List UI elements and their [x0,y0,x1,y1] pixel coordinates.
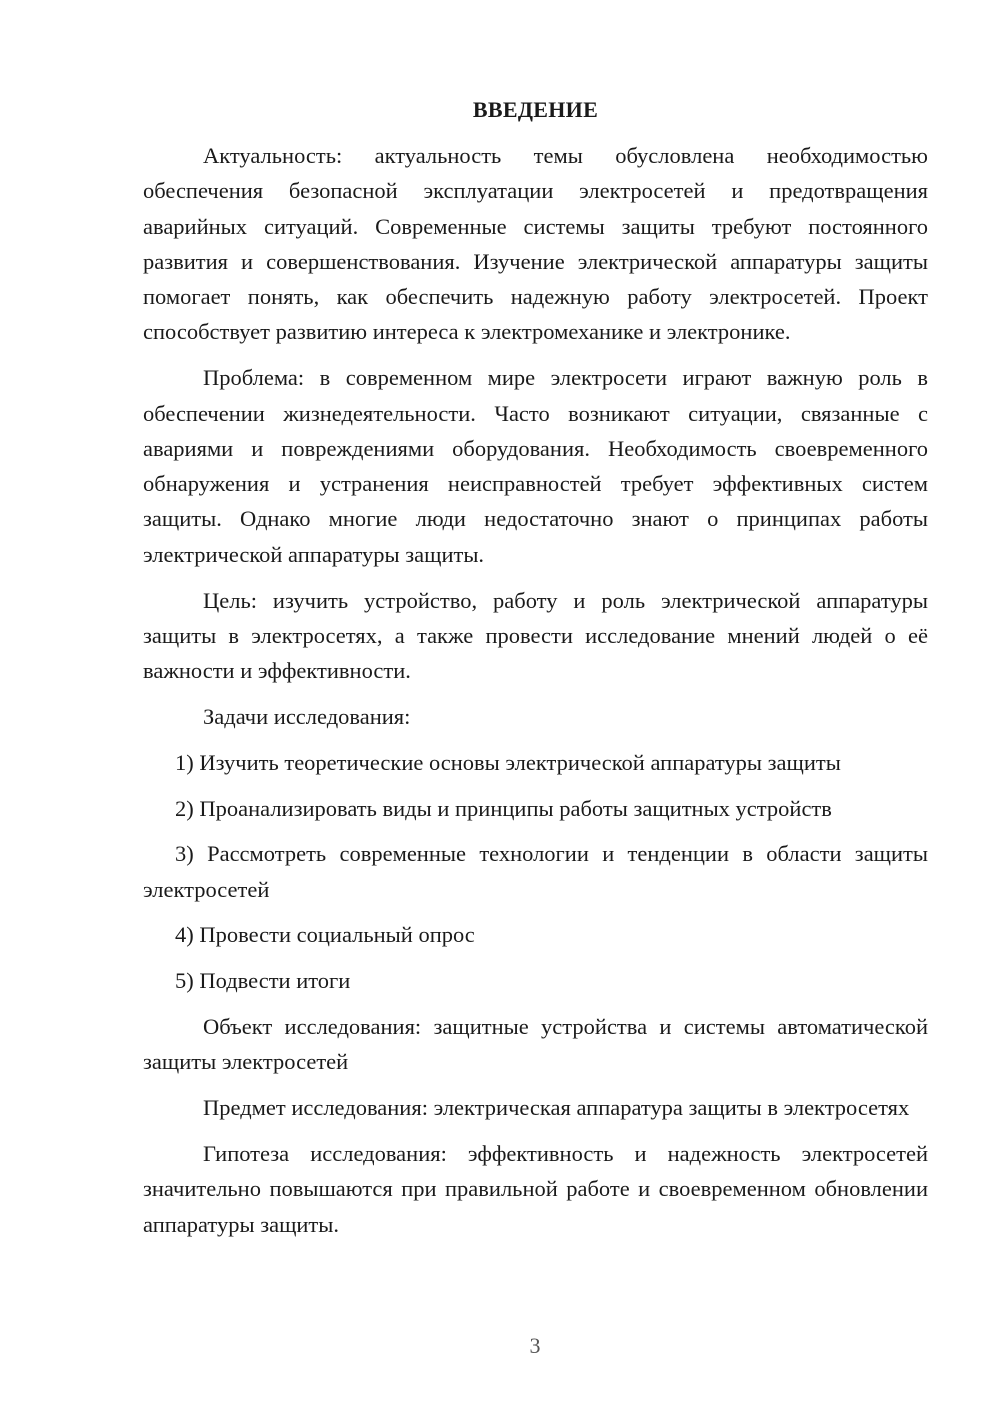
problem-paragraph: Проблема: в современном мире электросети играют важную роль в обеспечении жизнедеятельности. Часто возникают ситуации, связанные с авариями и повреждениями оборудования. Необходимость своевременного обнаружения и устранения неисправностей требует эффективных систем защиты. Однако многие люди недостаточно знают о принципах работы электрической аппаратуры защиты. [143,365,928,567]
section-title: ВВЕДЕНИЕ [472,97,599,122]
page-number: 3 [529,1333,541,1358]
task-item: 5) Подвести итоги [175,968,351,994]
task-item: 1) Изучить теоретические основы электрической аппаратуры защиты [175,749,841,775]
object-paragraph: Объект исследования: защитные устройства и системы автоматической защиты электросетей [143,1014,928,1075]
subject-paragraph: Предмет исследования: электрическая аппаратура защиты в электросетях [203,1095,910,1121]
goal-paragraph: Цель: изучить устройство, работу и роль электрической аппаратуры защиты в электросетях, а также провести исследование мнений людей о её важности и эффективности. [143,587,928,684]
document-page [143,92,928,1242]
task-item: 3) Рассмотреть современные технологии и тенденции в области защиты электросетей [143,841,928,902]
task-item: 2) Проанализировать виды и принципы работы защитных устройств [175,795,832,821]
relevance-paragraph: Актуальность: актуальность темы обусловлена необходимостью обеспечения безопасной эксплуатации электросетей и предотвращения аварийных ситуаций. Современные системы защиты требуют постоянного развития и совершенствования. Изучение электрической аппаратуры защиты помогает понять, как обеспечить надежную работу электросетей. Проект способствует развитию интереса к электромеханике и электронике. [143,143,928,345]
tasks-heading: Задачи исследования: [203,703,411,729]
task-item: 4) Провести социальный опрос [175,922,475,948]
hypothesis-paragraph: Гипотеза исследования: эффективность и надежность электросетей значительно повышаются при правильной работе и своевременном обновлении аппаратуры защиты. [143,1140,928,1237]
